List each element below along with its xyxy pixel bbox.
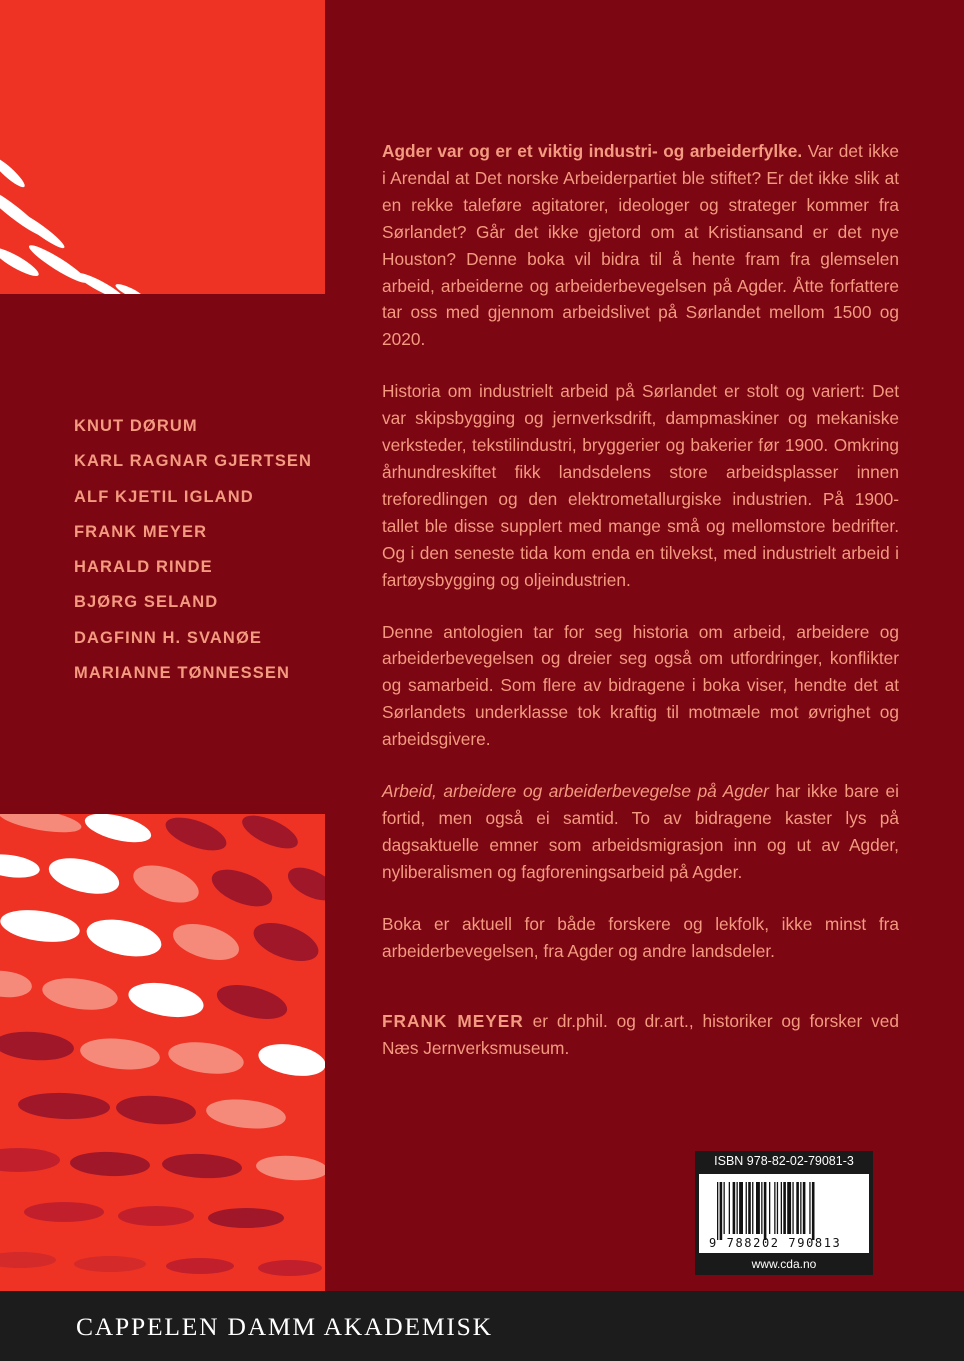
barcode-bar <box>777 1182 778 1234</box>
barcode-bar <box>720 1182 723 1240</box>
barcode-bar <box>717 1182 718 1240</box>
barcode-bar <box>739 1182 743 1234</box>
barcode-digits: 9 788202 790813 <box>709 1236 842 1250</box>
blurb-paragraph: Historia om industrielt arbeid på Sørlandet er stolt og variert: Det var skipsbygging og jernverksdrift, dampmaskiner og mekaniske verksteder, tekstilindustri, bryggerier og bakerier før 1900. Omkring århundreskiftet fikk landsdelens store arbeidsplasser innen treforedlingen og den elektrometallurgiske industrien. På 1900-tallet ble disse supplert med mange små og mellomstore bedrifter. Og i den seneste tida kom enda en tilvekst, med industrielt arbeid i fartøysbygging og oljeindustrien. <box>382 381 899 590</box>
book-title: Arbeid, arbeidere og arbeiderbevegelse på Agder <box>382 781 769 802</box>
editor-name: FRANK MEYER <box>382 1011 524 1032</box>
barcode-bar <box>752 1182 753 1234</box>
swoosh-pattern-top <box>0 0 325 294</box>
barcode-bar <box>764 1182 767 1240</box>
author-list <box>74 414 312 696</box>
barcode-bar <box>769 1182 770 1234</box>
barcode-bar <box>809 1182 810 1234</box>
editor-bio <box>382 1008 899 1062</box>
barcode-bar <box>756 1182 760 1234</box>
author-name: KARL RAGNAR GJERTSEN <box>74 452 313 471</box>
barcode-bar <box>737 1182 738 1234</box>
blurb-paragraph: Boka er aktuell for både forskere og lekfolk, ikke minst fra arbeiderbevegelsen, fra Agder og andre landsdeler. <box>382 913 899 961</box>
blurb-paragraph <box>382 138 899 353</box>
isbn-label: ISBN 978-82-02-79081-3 <box>714 1154 854 1168</box>
blurb-paragraph <box>382 778 899 886</box>
barcode-bar <box>733 1182 736 1234</box>
author-name: KNUT DØRUM <box>74 417 198 435</box>
author-name: BJØRG SELAND <box>74 593 219 612</box>
author-name: HARALD RINDE <box>74 558 213 577</box>
blurb-text: har ikke bare ei fortid, men også ei samtid. To av bidragene kaster lys på dagsaktuelle emner som arbeidsmigrasjon inn og ut av Agder, nyliberalismen og fagforeningsarbeid på Agder. <box>382 781 899 882</box>
blurb-paragraph: Denne antologien tar for seg historia om arbeid, arbeidere og arbeiderbevegelsen og dreier seg også om utfordringer, konflikter og samarbeid. Som flere av bidragene i boka viser, hendte det at Sørlandets underklasse tok kraftig til motmæle mot øvrighet og arbeidsgivere. <box>382 621 899 750</box>
decorative-panel-top <box>0 0 325 294</box>
barcode-bar <box>761 1182 762 1234</box>
barcode-bar <box>792 1182 793 1234</box>
barcode-bar <box>781 1182 782 1234</box>
blurb-lead: Agder var og er et viktig industri- og arbeiderfylke. <box>382 141 803 161</box>
barcode-bar <box>774 1182 775 1234</box>
editor-bio-text: er dr.phil. og dr.art., historiker og forsker ved Næs Jernverksmuseum. <box>382 1011 899 1059</box>
barcode-bar <box>729 1182 730 1234</box>
blurb-text: Var det ikke i Arendal at Det norske Arbeiderpartiet ble stiftet? Er det ikke slik at en rekke taleføre agitatorer, ideologer og strateger kommer fra Sørlandet? Går det ikke gjetord om at Kristiansand er det nye Houston? Denne boka vil bidra til å hente fram fra glemselen arbeid, arbeiderne og arbeiderbevegelsen på Agder. Åtte forfattere tar oss med gjennom arbeidslivet på Sørlandet mellom 1500 og 2020. <box>382 141 899 350</box>
publisher-website: www.cda.no <box>751 1257 817 1271</box>
author-name: DAGFINN H. SVANØE <box>74 628 262 647</box>
ellipse-pattern-bottom <box>0 814 325 1291</box>
back-cover-blurb <box>382 138 899 1087</box>
author-name: MARIANNE TØNNESSEN <box>74 664 290 683</box>
barcode-bar <box>800 1182 801 1234</box>
isbn-barcode-box <box>695 1151 873 1275</box>
barcode <box>699 1174 869 1253</box>
barcode-bar <box>783 1182 786 1234</box>
barcode-bar <box>812 1182 815 1240</box>
barcode-bar <box>796 1182 799 1234</box>
barcode-bar <box>803 1182 806 1234</box>
footer-band <box>0 1291 964 1361</box>
barcode-bar <box>724 1182 725 1234</box>
author-name: ALF KJETIL IGLAND <box>74 487 254 506</box>
barcode-bar <box>746 1182 747 1234</box>
decorative-panel-bottom <box>0 814 325 1291</box>
publisher-logo: CAPPELEN DAMM AKADEMISK <box>76 1312 493 1341</box>
barcode-bar <box>787 1182 791 1234</box>
author-name: FRANK MEYER <box>74 522 208 541</box>
barcode-bar <box>748 1182 751 1234</box>
